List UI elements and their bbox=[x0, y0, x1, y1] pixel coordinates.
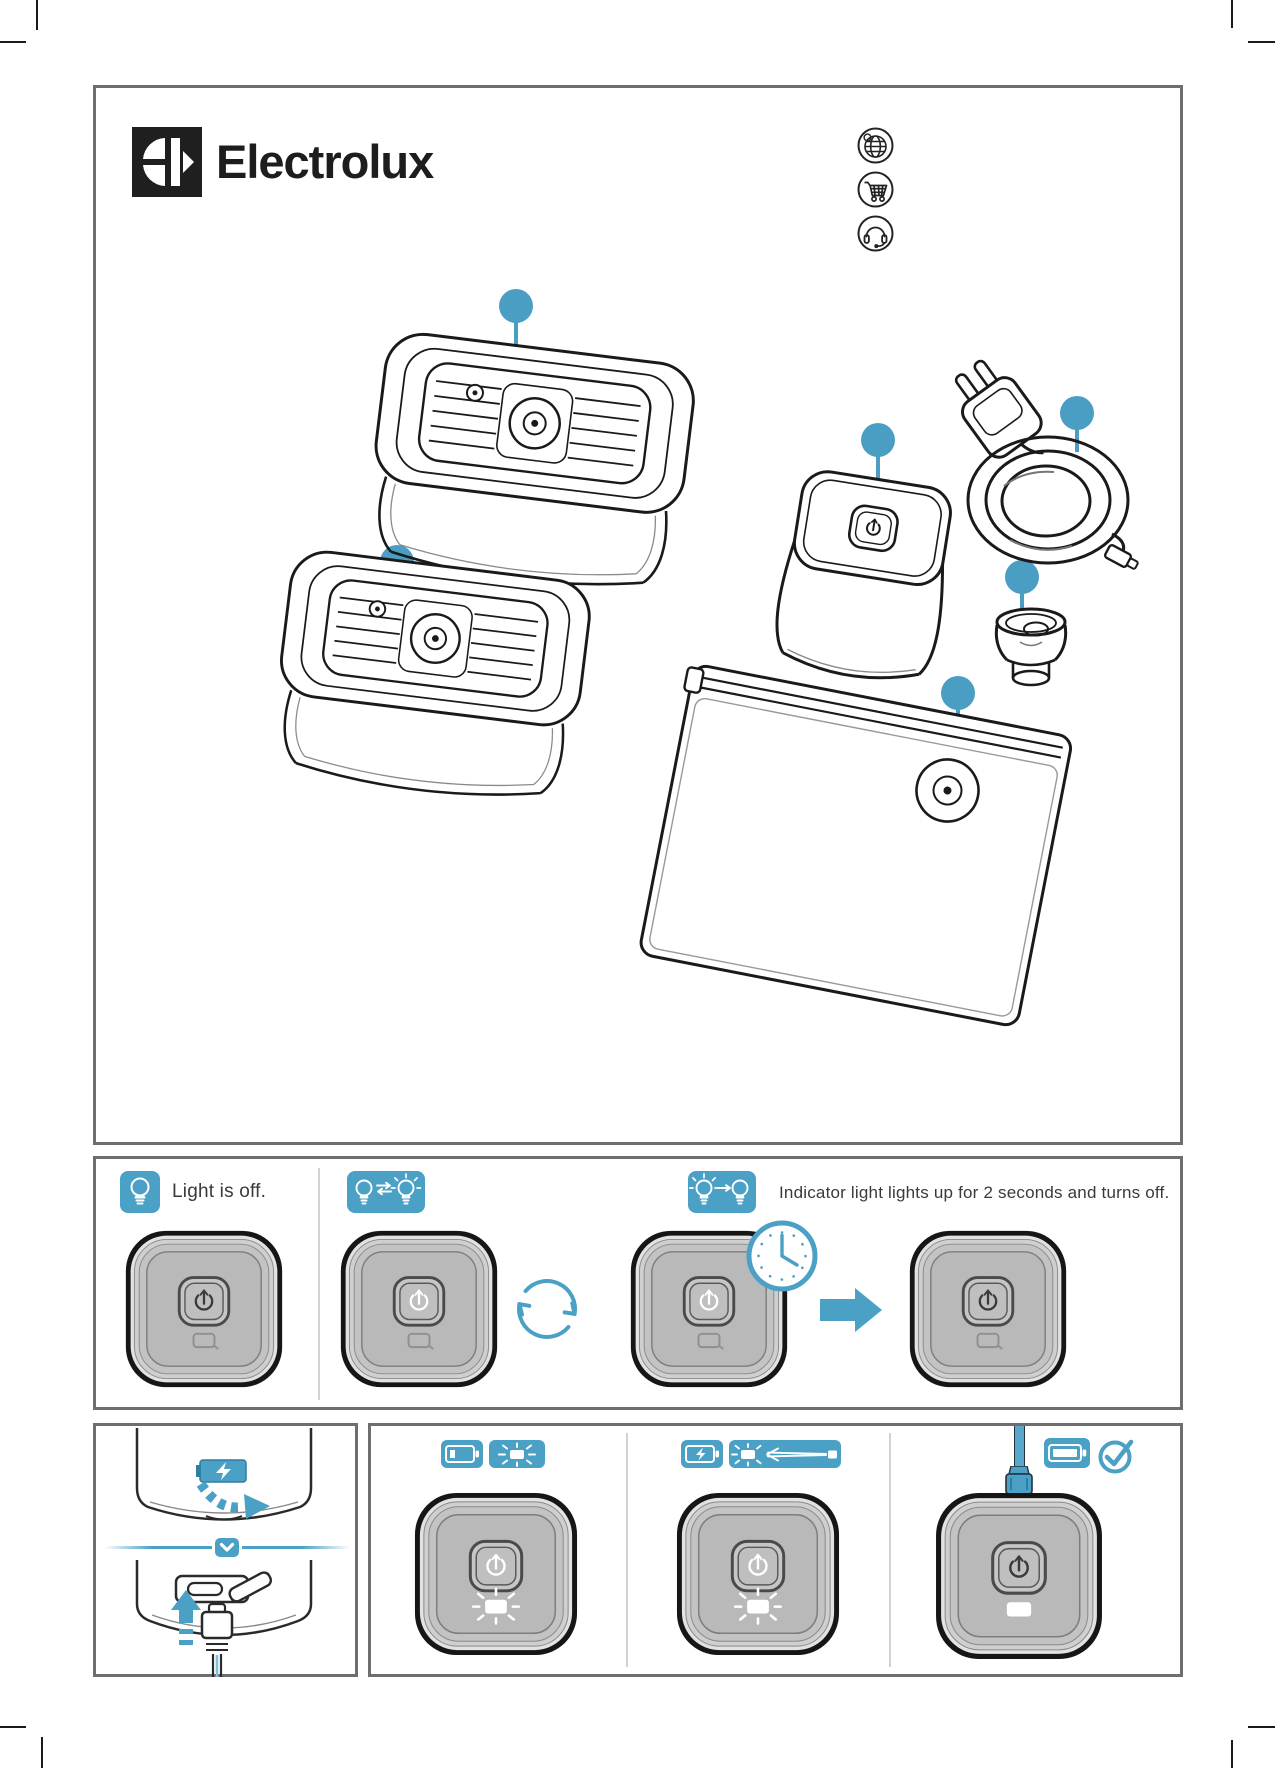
pump-top-view-off-2 bbox=[907, 1228, 1069, 1390]
large-vacuum-container bbox=[362, 330, 698, 598]
down-chevron-badge bbox=[215, 1538, 239, 1557]
battery-charging-icon bbox=[681, 1440, 723, 1468]
sub-divider-2 bbox=[889, 1433, 891, 1667]
caption-light-off: Light is off. bbox=[172, 1181, 267, 1202]
bulb-on-off-toggle-icon bbox=[347, 1171, 425, 1213]
callout-adapter bbox=[1060, 396, 1094, 452]
sealing-nozzle bbox=[996, 609, 1065, 685]
indicator-blinking-icon bbox=[489, 1440, 545, 1468]
bulb-off-badge bbox=[120, 1171, 160, 1213]
repeat-cycle-icon bbox=[504, 1266, 590, 1352]
battery-full-icon bbox=[1044, 1438, 1090, 1468]
arrow-right-icon bbox=[820, 1286, 884, 1334]
product-overview-art bbox=[93, 85, 1180, 1142]
brand-wordmark: Electrolux bbox=[216, 135, 434, 188]
port-cover-slide-art bbox=[100, 1428, 352, 1532]
indicator-blinking-to-steady-icon bbox=[729, 1440, 841, 1468]
callout-pump bbox=[861, 423, 895, 481]
usb-plug-art bbox=[100, 1556, 352, 1677]
crop-mark bbox=[1231, 1740, 1233, 1768]
caption-indicator: Indicator light lights up for 2 seconds and turns off. bbox=[779, 1183, 1170, 1202]
small-vacuum-container bbox=[268, 548, 594, 808]
slide-arrow bbox=[201, 1484, 243, 1508]
pump-charging-blink-1 bbox=[412, 1490, 580, 1658]
check-icon bbox=[1096, 1434, 1138, 1476]
crop-mark bbox=[0, 1726, 26, 1728]
pump-charging-blink-2 bbox=[674, 1490, 842, 1658]
pump-top-view-off-1 bbox=[123, 1228, 285, 1390]
crop-mark bbox=[1231, 0, 1233, 28]
vacuum-bag bbox=[633, 663, 1073, 1027]
battery-bolt-chip bbox=[196, 1460, 246, 1482]
bulb-lit-to-off-icon bbox=[688, 1171, 756, 1213]
down-chevron-icon bbox=[215, 1538, 239, 1557]
indicator-blinking-badge bbox=[489, 1440, 545, 1468]
battery-low-icon bbox=[441, 1440, 483, 1468]
bulb-on-to-off-badge bbox=[688, 1171, 756, 1213]
section-divider bbox=[318, 1168, 320, 1400]
divider-glow-right bbox=[242, 1546, 350, 1549]
clock-icon bbox=[740, 1214, 824, 1298]
bulb-off-icon bbox=[120, 1171, 160, 1213]
crop-mark bbox=[36, 0, 38, 30]
indicator-blink-to-steady-badge bbox=[729, 1440, 841, 1468]
bulb-toggle-badge bbox=[347, 1171, 425, 1213]
crop-mark bbox=[0, 41, 26, 43]
power-adapter-with-cable bbox=[942, 351, 1140, 572]
crop-mark bbox=[1248, 41, 1275, 43]
pump-charged-steady bbox=[933, 1490, 1105, 1662]
crop-mark bbox=[1248, 1726, 1275, 1728]
battery-full-badge bbox=[1044, 1438, 1090, 1468]
crop-mark bbox=[41, 1737, 43, 1768]
divider-glow-left bbox=[104, 1546, 212, 1549]
battery-charging-badge bbox=[681, 1440, 723, 1468]
battery-low-badge bbox=[441, 1440, 483, 1468]
handheld-vacuum-pump bbox=[769, 467, 960, 688]
sub-divider-1 bbox=[626, 1433, 628, 1667]
pump-top-view-pressed-1 bbox=[338, 1228, 500, 1390]
